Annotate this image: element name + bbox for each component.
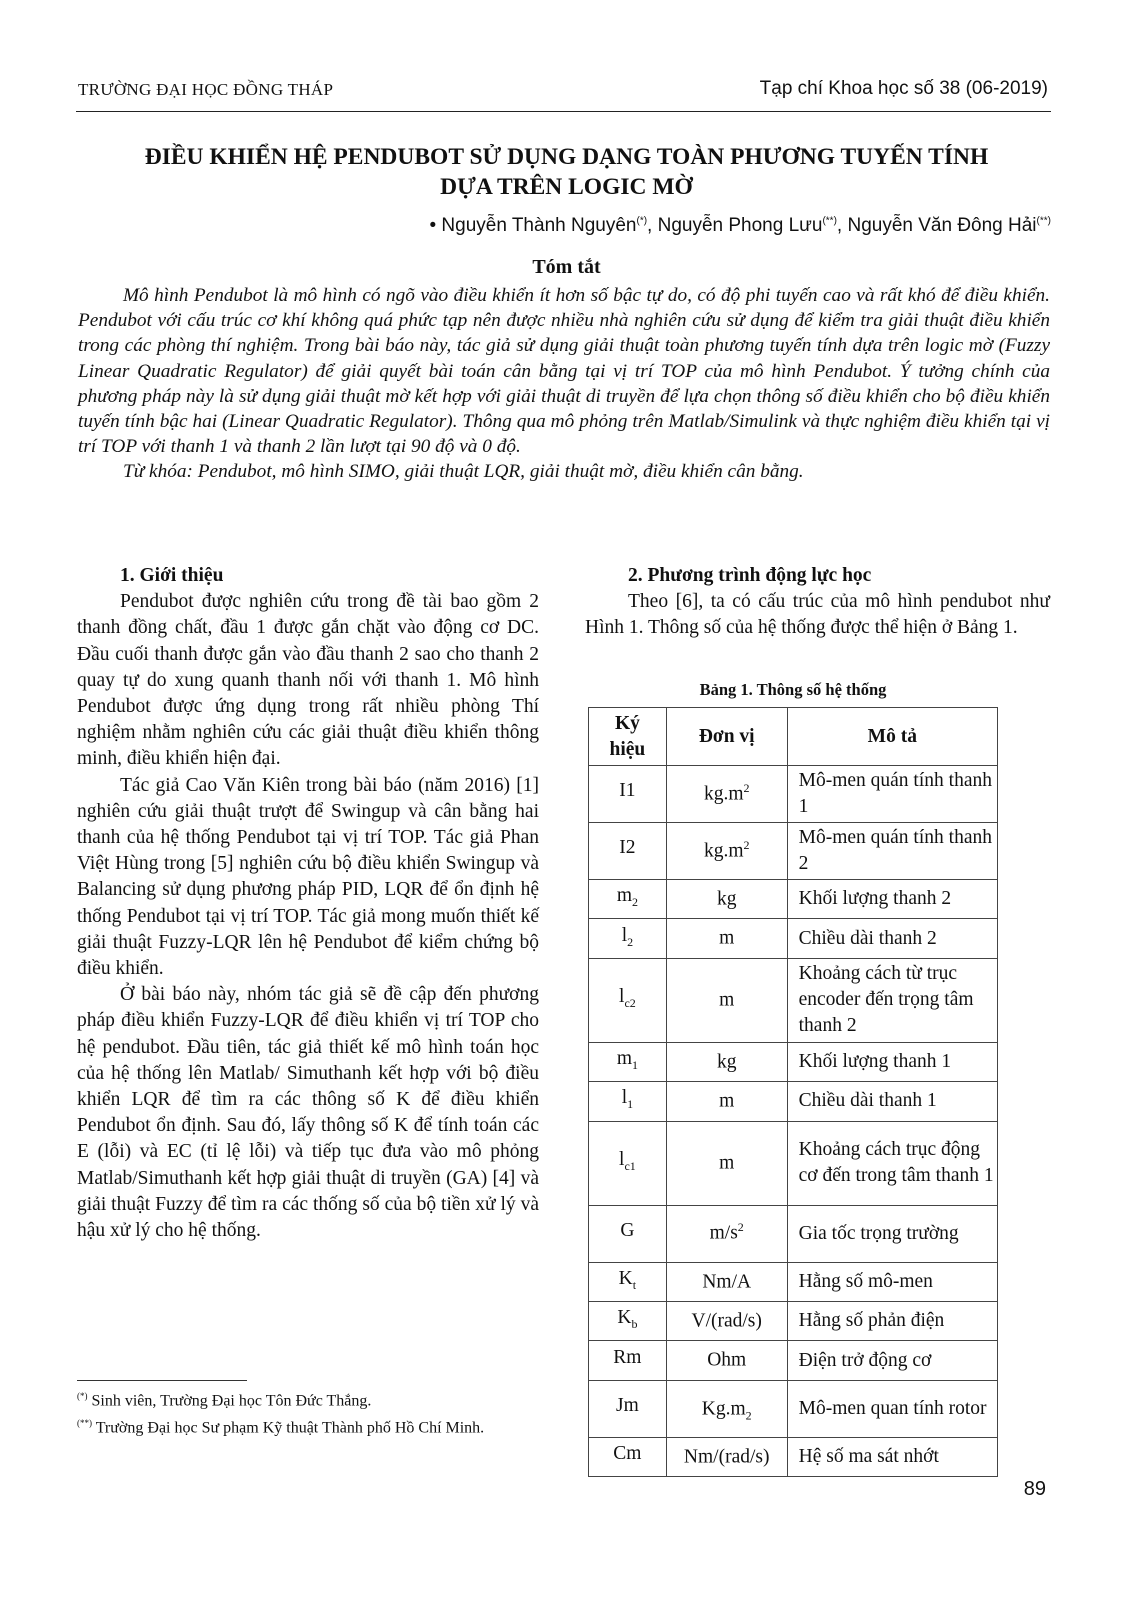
cell-symbol [589,1341,667,1380]
header-symbol-line-2: hiệu [609,738,646,760]
cell-unit [666,1042,787,1081]
cell-symbol [589,1205,667,1262]
table-row [589,823,998,880]
symbol-text: K [617,1307,632,1329]
section-2-paragraph-1: Theo [6], ta có cấu trúc của mô hình pendubot như Hình 1. Thông số của hệ thống được thể hiện ở Bảng 1. [585,591,1050,639]
parameter-table [588,707,998,1477]
table-body [589,766,998,1477]
unit-superscript: 2 [737,1220,744,1235]
footnote-2-mark: (**) [77,1418,92,1429]
cell-unit [666,1437,787,1476]
cell-unit [666,919,787,958]
unit-subscript: 2 [745,1407,752,1422]
author-1-mark: (*) [636,215,648,227]
author-3-mark: (**) [1036,215,1051,227]
table-row [589,919,998,958]
article-title [70,142,1063,202]
table-row [589,1380,998,1437]
cell-symbol [589,880,667,919]
cell-unit [666,1341,787,1380]
symbol-text: K [618,1267,633,1289]
cell-symbol [589,1121,667,1205]
author-3: Nguyễn Văn Đông Hải [847,215,1037,236]
symbol-text: l [621,924,628,946]
cell-unit [666,1121,787,1205]
symbol-subscript: 2 [631,895,638,910]
cell-unit [666,1301,787,1340]
cell-description: Hằng số mô-men [787,1262,997,1301]
cell-symbol [589,1082,667,1121]
table-row [589,880,998,919]
footnote-rule [77,1380,247,1381]
cell-description: Khối lượng thanh 1 [787,1042,997,1081]
header-unit: Đơn vị [666,708,787,766]
cell-description: Hệ số ma sát nhớt [787,1437,997,1476]
title-line-2: DỰA TRÊN LOGIC MỜ [440,174,693,200]
cell-description: Gia tốc trọng trường [787,1205,997,1262]
cell-symbol [589,1262,667,1301]
abstract [78,283,1050,485]
symbol-text: Jm [616,1394,639,1416]
section-2-heading: 2. Phương trình động lực học [628,565,872,586]
unit-text: kg.m [703,783,744,805]
abstract-body: Mô hình Pendubot là mô hình có ngõ vào điều khiển ít hơn số bậc tự do, có độ phi tuyến cao và rất khó để điều khiển. Pendubot với cấu trúc cơ khí không quá phức tạp nên được nhiều nhà nghiên cứu sử dụng để kiểm tra giải thuật điều khiển trong các phòng thí nghiệm. Trong bài báo này, tác giả sử dụng giải thuật toàn phương tuyến tính dựa trên logic mờ (Fuzzy Linear Quadratic Regulator) để giải quyết bài toán cân bằng tại vị trí TOP của mô hình Pendubot. Ý tưởng chính của phương pháp này là sử dụng giải thuật mờ kết hợp với giải thuật di truyền để lựa chọn thông số điều khiển cho bộ điều khiển tuyến tính bậc hai (Linear Quadratic Regulator). Thông qua mô phỏng trên Matlab/Simulink và thực nghiệm điều khiển tại vị trí TOP với thanh 1 và thanh 2 lần lượt tại 90 độ và 0 độ. [78,285,1050,458]
symbol-text: G [620,1219,635,1241]
symbol-text: Cm [613,1442,642,1464]
author-2-mark: (**) [822,215,837,227]
cell-description: Mô-men quan tính rotor [787,1380,997,1437]
symbol-text: I2 [619,837,636,859]
left-column [77,563,539,1244]
footnote-2 [77,1412,517,1439]
unit-text: m [719,1152,735,1174]
section-1-heading: 1. Giới thiệu [120,565,224,586]
cell-symbol [589,1042,667,1081]
cell-symbol [589,1301,667,1340]
symbol-subscript: 2 [627,934,634,949]
running-header-journal: Tạp chí Khoa học số 38 (06-2019) [759,78,1048,99]
table-row [589,958,998,1042]
cell-description: Khối lượng thanh 2 [787,880,997,919]
table-row [589,1437,998,1476]
cell-unit [666,766,787,823]
right-column [585,563,1050,642]
table-row [589,1262,998,1301]
title-line-1: ĐIỀU KHIỂN HỆ PENDUBOT SỬ DỤNG DẠNG TOÀN PHƯƠNG TUYẾN TÍNH [144,144,989,170]
symbol-subscript: b [631,1317,638,1332]
symbol-subscript: t [632,1277,637,1292]
page-number: 89 [1023,1478,1046,1500]
footnotes [77,1385,517,1440]
unit-text: kg [716,888,737,910]
author-list: • Nguyễn Thành Nguyên(*), Nguyễn Phong Lưu(**), Nguyễn Văn Đông Hải(**) [429,215,1051,236]
symbol-text: m [616,885,632,907]
symbol-subscript: c1 [624,1159,636,1173]
running-header-institution: TRƯỜNG ĐẠI HỌC ĐỒNG THÁP [78,80,334,99]
unit-text: kg [716,1051,737,1073]
footnote-1-text: Sinh viên, Trường Đại học Tôn Đức Thắng. [87,1392,372,1410]
cell-description: Mô-men quán tính thanh 2 [787,823,997,880]
unit-text: Nm/A [702,1271,752,1293]
footnote-1 [77,1385,517,1412]
table-row [589,1121,998,1205]
section-1-paragraph-2: Tác giả Cao Văn Kiên trong bài báo (năm 2016) [1] nghiên cứu giải thuật trượt để Swingup và cân bằng hai thanh của hệ thống Pendubot tại vị trí TOP. Tác giả Phan Việt Hùng trong [5] nghiên cứu bộ điều khiển Swingup và Balancing sử dụng phương pháp PID, LQR để ổn định hệ thống Pendubot tại vị trí TOP. Tác giả mong muốn thiết kế giải thuật Fuzzy-LQR lên hệ Pendubot để kiểm chứng bộ điều khiển. [77,774,539,980]
cell-description: Mô-men quán tính thanh 1 [787,766,997,823]
keywords: Từ khóa: Pendubot, mô hình SIMO, giải thuật LQR, giải thuật mờ, điều khiển cân bằng. [123,461,804,483]
cell-unit [666,958,787,1042]
footnote-1-mark: (*) [77,1391,88,1401]
cell-unit [666,823,787,880]
unit-text: m [719,1090,735,1112]
unit-text: m/s [709,1222,738,1244]
cell-symbol [589,1437,667,1476]
cell-description: Khoảng cách trục động cơ đến trong tâm thanh 1 [787,1121,997,1205]
unit-text: m [719,927,735,949]
symbol-text: l [619,986,625,1008]
unit-text: Nm/(rad/s) [683,1446,770,1468]
abstract-heading: Tóm tắt [532,256,601,278]
table-row [589,1205,998,1262]
table-row [589,766,998,823]
symbol-text: I1 [619,780,636,802]
unit-text: kg.m [703,840,744,862]
symbol-text: l [621,1087,628,1109]
header-symbol [589,708,667,766]
cell-symbol [589,823,667,880]
table-row [589,1042,998,1081]
cell-unit [666,1262,787,1301]
unit-text: Kg.m [701,1398,746,1420]
header-symbol-line-1: Ký [614,712,640,734]
header-rule [76,111,1051,112]
cell-symbol [589,919,667,958]
author-1: Nguyễn Thành Nguyên [441,215,637,236]
unit-superscript: 2 [743,837,750,852]
symbol-subscript: c2 [624,996,636,1011]
table-header-row [589,708,998,766]
cell-unit [666,1380,787,1437]
author-2: Nguyễn Phong Lưu [657,215,823,236]
cell-description: Chiều dài thanh 2 [787,919,997,958]
cell-description: Khoảng cách từ trục encoder đến trọng tâm thanh 2 [787,958,997,1042]
unit-text: m [719,989,735,1011]
cell-unit [666,1082,787,1121]
section-1-paragraph-3: Ở bài báo này, nhóm tác giả sẽ đề cập đến phương pháp điều khiển Fuzzy-LQR để điều khiển vị trí TOP cho hệ pendubot. Đầu tiên, tác giả thiết kế mô hình toán học của hệ thống lên Matlab/ Simuthanh kết hợp với bộ điều khiển LQR để tìm ra các thông số K để điều khiển Pendubot ổn định. Sau đó, lấy thông số K để tính toán các E (lỗi) và EC (tỉ lệ lỗi) và tiếp tục đưa vào mô phỏng Matlab/Simuthanh kết hợp giải thuật di truyền (GA) [4] và giải thuật Fuzzy để tìm ra các thống số của bộ tiền xử lý và hậu xử lý cho hệ thống. [77,984,539,1242]
unit-text: V/(rad/s) [691,1310,762,1332]
table-row [589,1301,998,1340]
symbol-text: l [619,1149,625,1171]
table-row [589,1341,998,1380]
cell-description: Điện trở động cơ [787,1341,997,1380]
symbol-subscript: 1 [631,1057,638,1072]
cell-description: Chiều dài thanh 1 [787,1082,997,1121]
section-1-paragraph-1: Pendubot được nghiên cứu trong đề tài bao gồm 2 thanh đồng chất, đầu 1 được gắn chặt vào động cơ DC. Đầu cuối thanh được gắn vào đầu thanh 2 sao cho thanh 2 quay tự do xung quanh thanh nối với thanh 1. Mô hình Pendubot được ứng dụng trong rất nhiều phòng Thí nghiệm nhằm nghiên cứu các giải thuật điều khiển thông minh, điều khiển hiện đại. [77,591,539,770]
header-description: Mô tả [787,708,997,766]
table-row [589,1082,998,1121]
table-caption: Bảng 1. Thông số hệ thống [699,680,887,699]
cell-unit [666,880,787,919]
symbol-text: m [616,1048,632,1070]
unit-text: Ohm [707,1349,747,1371]
unit-superscript: 2 [743,780,750,795]
cell-symbol [589,958,667,1042]
bullet-icon: • [429,215,437,236]
symbol-text: Rm [613,1346,642,1368]
symbol-subscript: 1 [627,1097,634,1112]
cell-symbol [589,1380,667,1437]
footnote-2-text: Trường Đại học Sư phạm Kỹ thuật Thành phố Hồ Chí Minh. [92,1419,485,1437]
cell-description: Hằng số phản điện [787,1301,997,1340]
cell-unit [666,1205,787,1262]
cell-symbol [589,766,667,823]
